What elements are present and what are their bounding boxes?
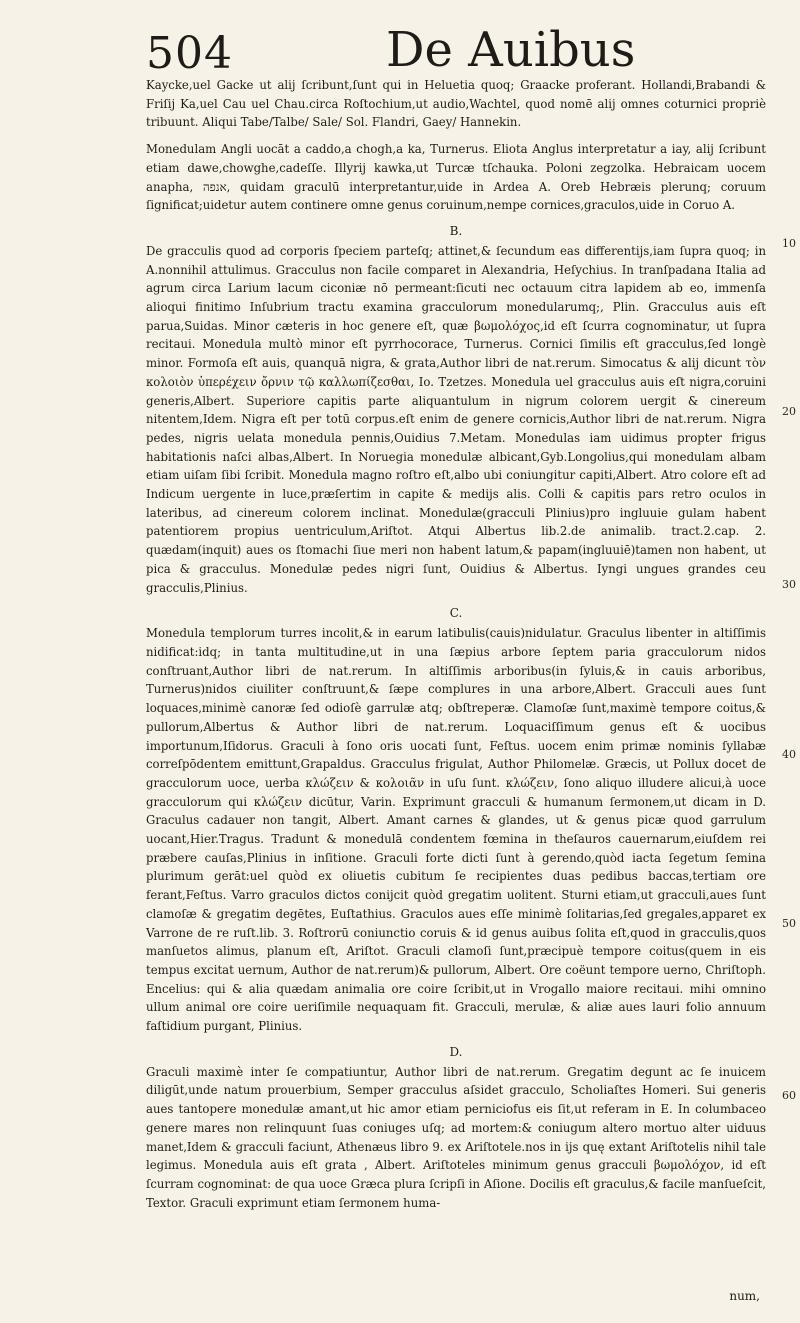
text-body [146, 76, 766, 1220]
paragraph-1: Kaycke,uel Gacke ut alij ſcribunt,ſunt qui in Heluetia quoq; Graacke proferant. Hollandi,Brabandi & Friſij Ka,uel Cau uel Chau.circa Roſtochium,ut audio,Wachtel, quod nomē alij omnes coturnici propriè tribuunt. Aliqui Tabe/Talbe/ Sale/ Sol. Flandri, Gaey/ Hannekin. [146, 78, 766, 130]
margin-number-40: 40 [782, 748, 796, 761]
margin-number-10: 10 [782, 237, 796, 250]
page-number: 504 [146, 28, 233, 79]
margin-number-60: 60 [782, 1089, 796, 1102]
margin-number-30: 30 [782, 578, 796, 591]
margin-number-20: 20 [782, 405, 796, 418]
section-b-text: De gracculis quod ad corporis ſpeciem parteſq; attinet,& ſecundum eas differentijs,iam ſupra quoq; in A.nonnihil attulimus. Gracculus non facile comparet in Alexandria, Heſychius. In tranſpadana Italia ad agrum circa Larium lacum ciconiæ nō permeant:ſicuti nec octauum citra lapidem ab eo, immenſa alioqui finitimo Inſubrium tractu examina gracculorum monedularumq;, Plin. Gracculus auis eſt parua,Suidas. Minor cæteris in hoc genere eſt, quæ βωμολόχος,id eſt ſcurra cognominatur, ut ſupra recitaui. Monedula multò minor eſt pyrrhocorace, Turnerus. Cornici ſimilis eſt gracculus,ſed longè minor. Formoſa eſt auis, quanquā nigra, & grata,Author libri de nat.rerum. Simocatus & alij dicunt τὸν κολοιὸν ὑπερέχειν ὄρνιν τῷ καλλωπίζεσθαι, Io. Tzetzes. Monedula uel gracculus auis eſt nigra,coruini generis,Albert. Superiore capitis parte aliquantulum in nigrum colorem uergit & cinereum nitentem,Idem. Nigra eſt per totū corpus.eſt enim de genere cornicis,Author libri de nat.rerum. Nigra pedes, nigris uelata monedula pennis,Ouidius 7.Metam. Monedulas iam uidimus propter frigus habitationis naſci albas,Albert. In Noruegia monedulæ albicant,Gyb.Longolius,qui monedulam albam etiam uiſam ſibi ſcribit. Monedula magno roſtro eſt,albo ubi coniungitur capiti,Albert. Atro colore eſt ad Indicum uergente in luce,præſertim in capite & medijs alis. Colli & capitis pars retro oculos in lateribus, ad cinereum colorem inclinat. Monedulæ(gracculi Plinius)pro ingluuie gulam habent patentiorem propius uentriculum,Ariſtot. Atqui Albertus lib.2.de animalib. tract.2.cap. 2. quædam(inquit) aues os ſtomachi ſiue meri non habent latum,& papam(ingluuiē)tamen non habent, ut pica & gracculus. Monedulæ pedes nigri ſunt, Ouidius & Albertus. Iyngi ungues grandes ceu gracculis,Plinius. [146, 243, 766, 595]
margin-number-50: 50 [782, 917, 796, 930]
section-marker-d: D. [449, 1044, 463, 1059]
section-c-text: Monedula templorum turres incolit,& in earum latibulis(cauis)nidulatur. Graculus libenter in altiſſimis nidificat:idq; in tanta multitudine,ut in una ſæpius arbore ſeptem paria gracculorum nidos conſtruant,Author libri de nat.rerum. In altiſſimis arboribus(in ſyluis,& in cauis arboribus, Turnerus)nidos ciuiliter conſtruunt,& ſæpe complures in una arbore,Albert. Gracculi aues ſunt loquaces,minimè canoræ ſed odioſè garrulæ atq; obſtreperæ. Clamoſæ ſunt,maximè tempore coitus,& pullorum,Albertus & Author libri de nat.rerum. Loquaciſſimum genus eſt & uocibus importunum,Iſidorus. Graculi à ſono oris uocati ſunt, Feſtus. uocem enim primæ nominis ſyllabæ correſpōdentem emittunt,Grapaldus. Gracculus frigulat, Author Philomelæ. Græcis, ut Pollux docet de gracculorum uoce, uerba κλώζειν & κολοιᾶν in uſu ſunt. κλώζειν, ſono aliquo illudere alicui,à uoce gracculorum qui κλώζειν dicūtur, Varin. Exprimunt gracculi & humanum ſermonem,ut dicam in D. Graculus cadauer non tangit, Albert. Amant carnes & glandes, ut & genus picæ quod garrulum uocant,Hier.Tragus. Tradunt & monedulā condentem fœmina in theſauros cauernarum,eiuſdem rei præbere cauſas,Plinius in inſitione. Graculi forte dicti ſunt à gerendo,quòd iacta ſegetum ſemina plurimum gerāt:uel quòd ex oliuetis cubitum ſe recipientes duas pedibus baccas,tertiam ore ferant,Feſtus. Varro graculos dictos conijcit quòd gregatim uolitent. Sturni etiam,ut gracculi,aues ſunt clamoſæ & gregatim degētes, Euſtathius. Graculos aues eſſe minimè ſolitarias,ſed gregales,apparet ex Varrone de re ruſt.lib. 3. Roſtrorū coniunctio coruis & id genus auibus ſolita eſt,quod in gracculis,quos manſuetos alimus, planum eſt, Ariſtot. Graculi clamoſi ſunt,præcipuè tempore coitus(quem in eis tempus excitat uernum, Author de nat.rerum)& pullorum, Albert. Ore coëunt tempore uerno, Chriſtoph. Encelius: qui & alia quædam animalia ore coire ſcribit,ut in Vrogallo maiore recitaui. mihi omnino ullum animal ore coire ueriſimile nequaquam fit. Gracculi, merulæ, & aliæ aues lauri folio annuum faſtidium purgant, Plinius. [146, 626, 766, 1034]
running-title: De Auibus [386, 22, 636, 78]
section-d-text: Graculi maximè inter ſe compatiuntur, Author libri de nat.rerum. Gregatim degunt ac ſe inuicem diligūt,unde natum prouerbium, Semper gracculus aſsidet gracculo, Scholiaſtes Homeri. Sui generis aues tantopere monedulæ amant,ut hic amor etiam perniciofus eis ſit,ut referam in E. In columbaceo genere mares non relinquunt ſuas coniuges uſq; ad mortem:& coniugum altero mortuo alter uiduus manet,Idem & gracculi faciunt, Athenæus libro 9. ex Ariſtotele.nos in ijs quę extant Ariſtotelis nihil tale legimus. Monedula auis eſt grata , Albert. Ariſtoteles minimum genus gracculi βωμολόχον, id eſt ſcurram cognominat: de qua uoce Græca plura ſcripſi in Aſione. Docilis eſt graculus,& facile manſueſcit, Textor. Graculi exprimunt etiam ſermonem huma- [146, 1064, 766, 1210]
section-marker-c: C. [449, 606, 463, 621]
section-marker-b: B. [449, 223, 463, 238]
paragraph-2: Monedulam Angli uocāt a caddo,a chogh,a ka, Turnerus. Eliota Anglus interpretatur a iay, alij ſcribunt etiam dawe,chowghe,cadeſſe. Illyrij kawka,ut Turcæ tſchauka. Poloni zegzolka. Hebraicam uocem anapha, אנפה, quidam graculū interpretantur,uide in Ardea A. Oreb Hebræis plerunq; coruum ſignificat;uidetur autem continere omne genus coruinum,nempe cornices,graculos,uide in Coruo A. [146, 142, 766, 213]
catchword: num, [729, 1289, 760, 1303]
